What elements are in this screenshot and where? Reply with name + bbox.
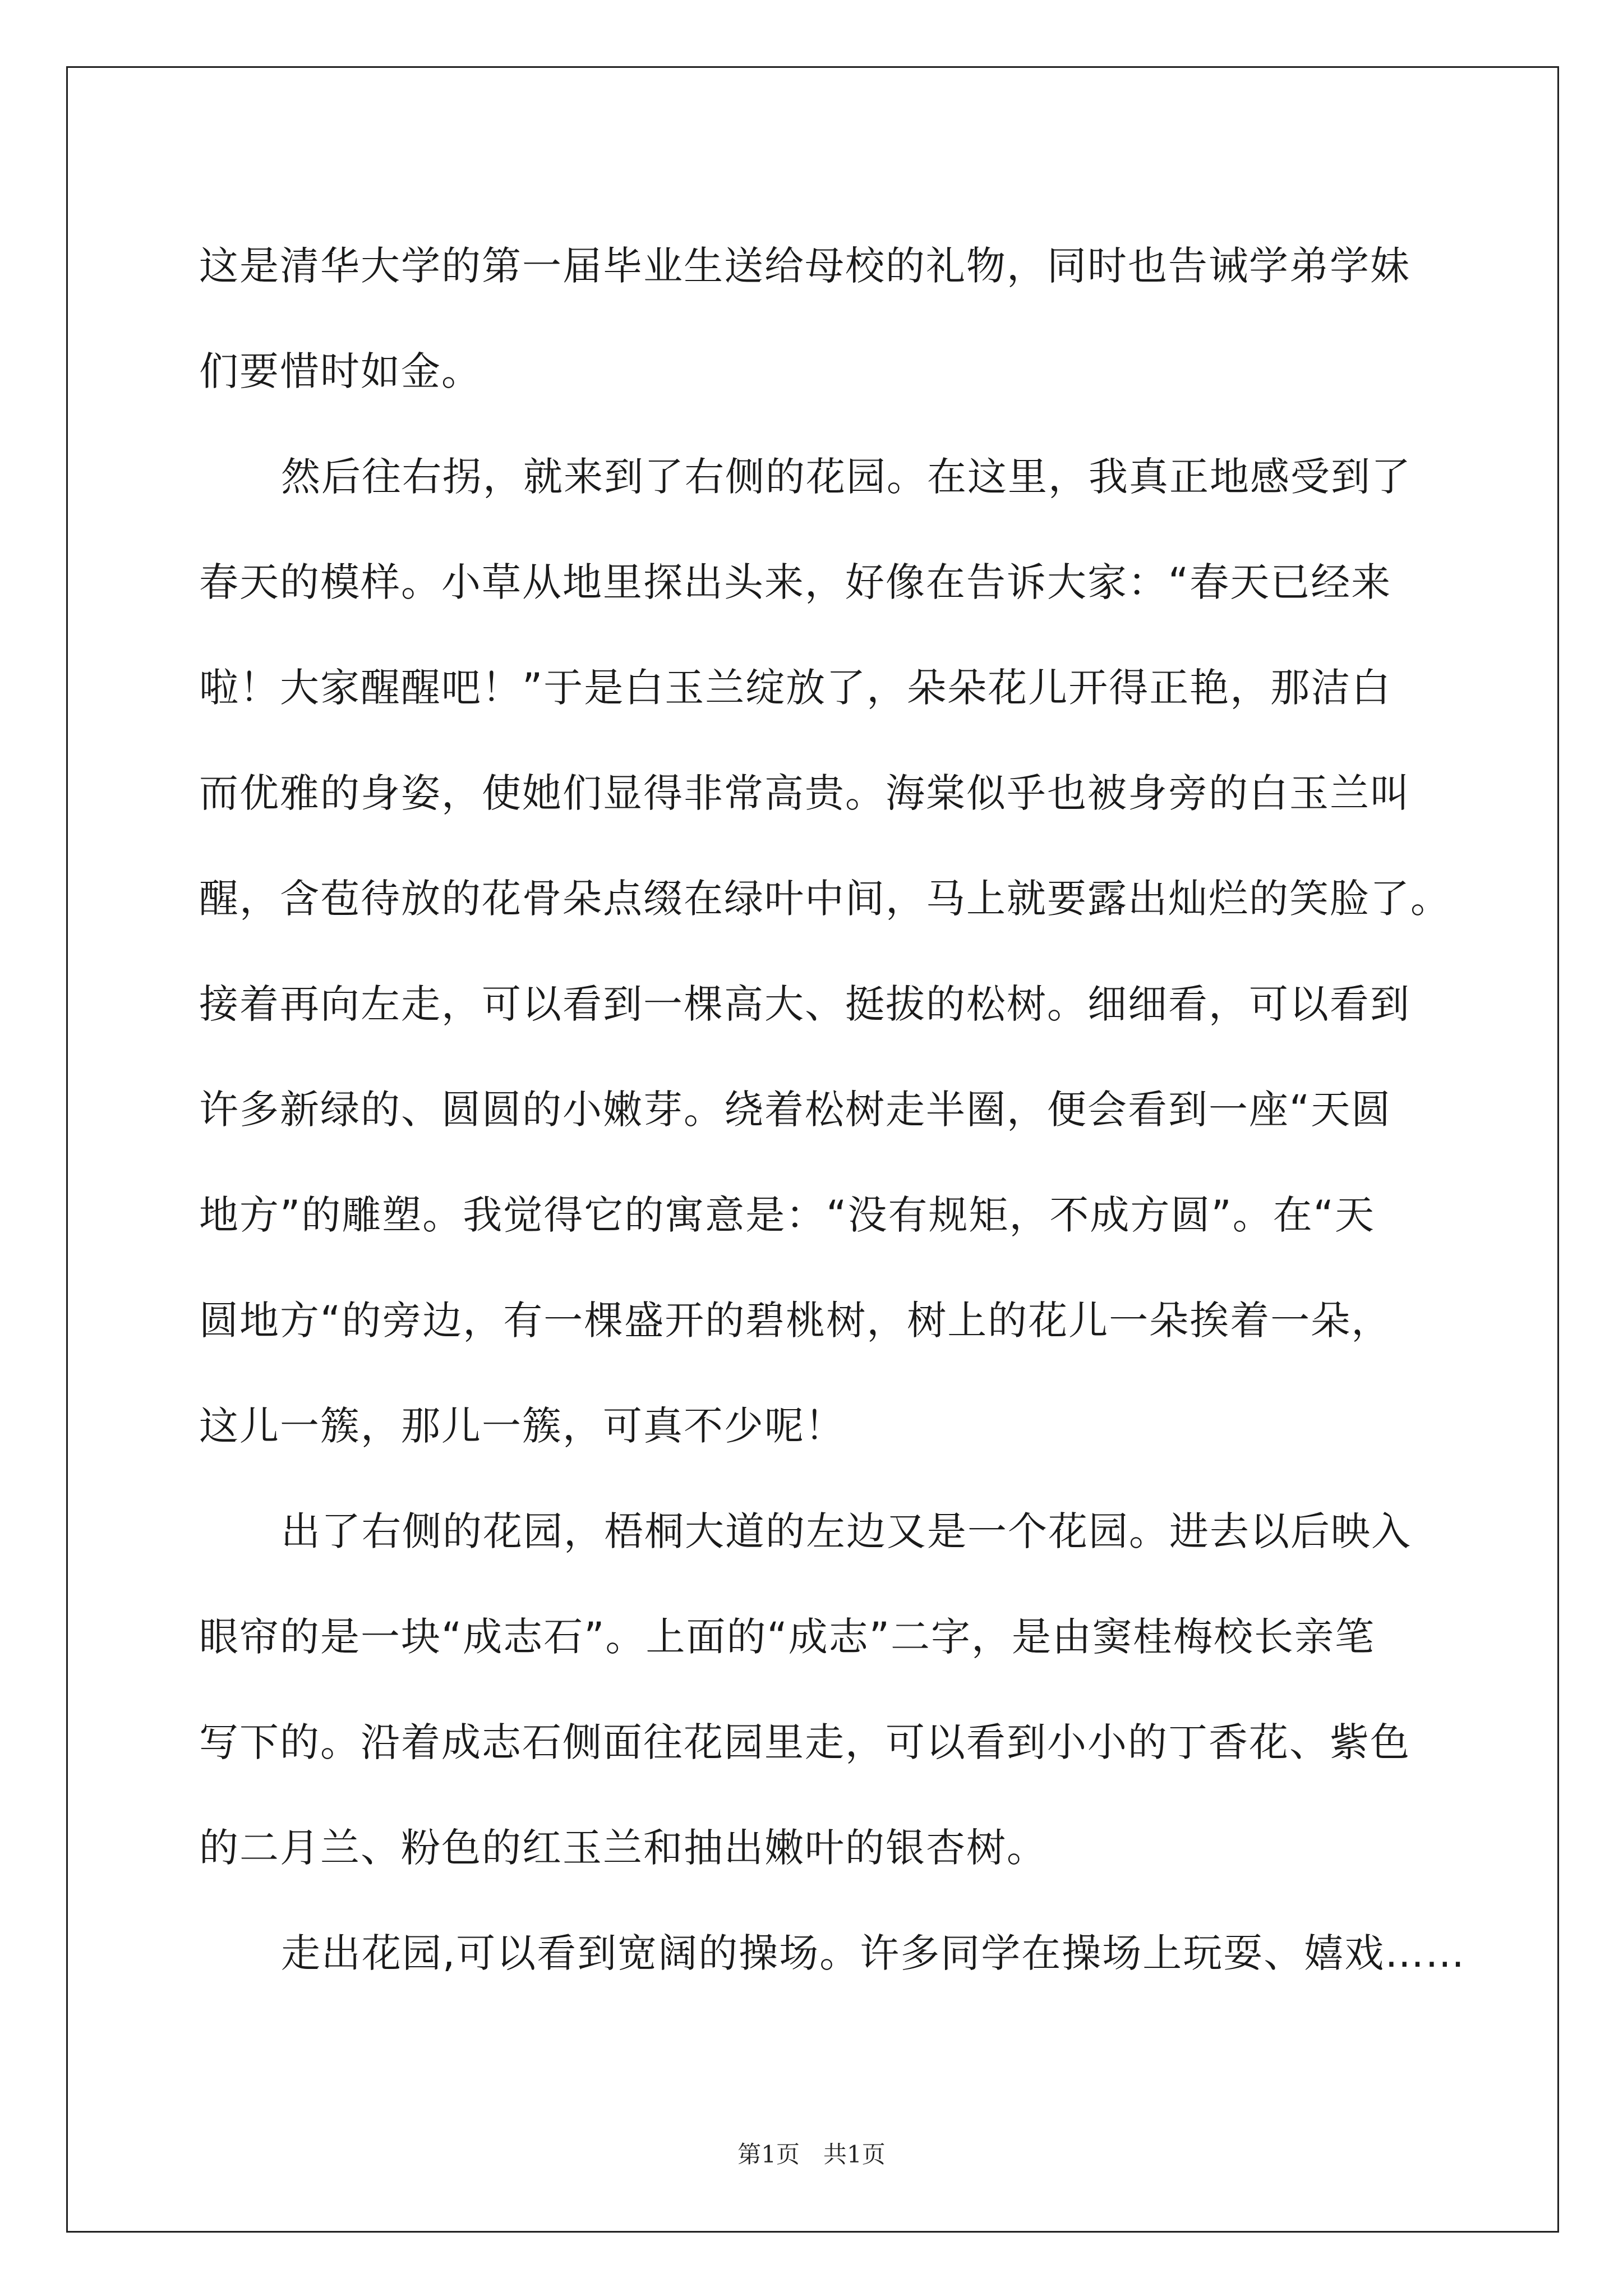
text-line: 们要惜时如金。 xyxy=(199,348,482,394)
text-line: 春天的模样。小草从地里探出头来，好像在告诉大家：“春天已经来 xyxy=(199,559,1392,605)
page-number-footer: 第1页 共1页 xyxy=(737,2141,886,2168)
paragraph-4 xyxy=(199,1901,1466,2006)
text-line: 这儿一簇，那儿一簇，可真不少呢！ xyxy=(199,1403,845,1449)
text-line: 啦！大家醒醒吧！”于是白玉兰绽放了，朵朵花儿开得正艳，那洁白 xyxy=(199,665,1392,711)
text-line: 而优雅的身姿，使她们显得非常高贵。海棠似乎也被身旁的白玉兰叫 xyxy=(199,770,1410,816)
document-body xyxy=(199,213,1466,2006)
text-line: 写下的。沿着成志石侧面往花园里走，可以看到小小的丁香花、紫色 xyxy=(199,1719,1410,1765)
text-line: 醒，含苞待放的花骨朵点缀在绿叶中间，马上就要露出灿烂的笑脸了。 xyxy=(199,876,1451,922)
text-line: 然后往右拐，就来到了右侧的花园。在这里，我真正地感受到了 xyxy=(281,454,1412,500)
text-line: 这是清华大学的第一届毕业生送给母校的礼物，同时也告诫学弟学妹 xyxy=(199,243,1410,289)
text-line: 圆地方“的旁边，有一棵盛开的碧桃树，树上的花儿一朵挨着一朵， xyxy=(199,1297,1392,1343)
text-line: 许多新绿的、圆圆的小嫩芽。绕着松树走半圈，便会看到一座“天圆 xyxy=(199,1087,1392,1133)
text-line: 眼帘的是一块“成志石”。上面的“成志”二字，是由窦桂梅校长亲笔 xyxy=(199,1614,1376,1660)
text-line: 出了右侧的花园，梧桐大道的左边又是一个花园。进去以后映入 xyxy=(281,1508,1412,1554)
paragraph-2 xyxy=(199,424,1455,1479)
text-line: 的二月兰、粉色的红玉兰和抽出嫩叶的银杏树。 xyxy=(199,1825,1047,1871)
text-line: 地方”的雕塑。我觉得它的寓意是：“没有规矩，不成方圆”。在“天 xyxy=(199,1192,1376,1238)
text-line: 接着再向左走，可以看到一棵高大、挺拔的松树。细细看，可以看到 xyxy=(199,981,1410,1027)
text-line: 走出花园,可以看到宽阔的操场。许多同学在操场上玩耍、嬉戏…… xyxy=(281,1930,1466,1976)
paragraph-1 xyxy=(199,213,1455,424)
paragraph-3 xyxy=(199,1479,1455,1901)
